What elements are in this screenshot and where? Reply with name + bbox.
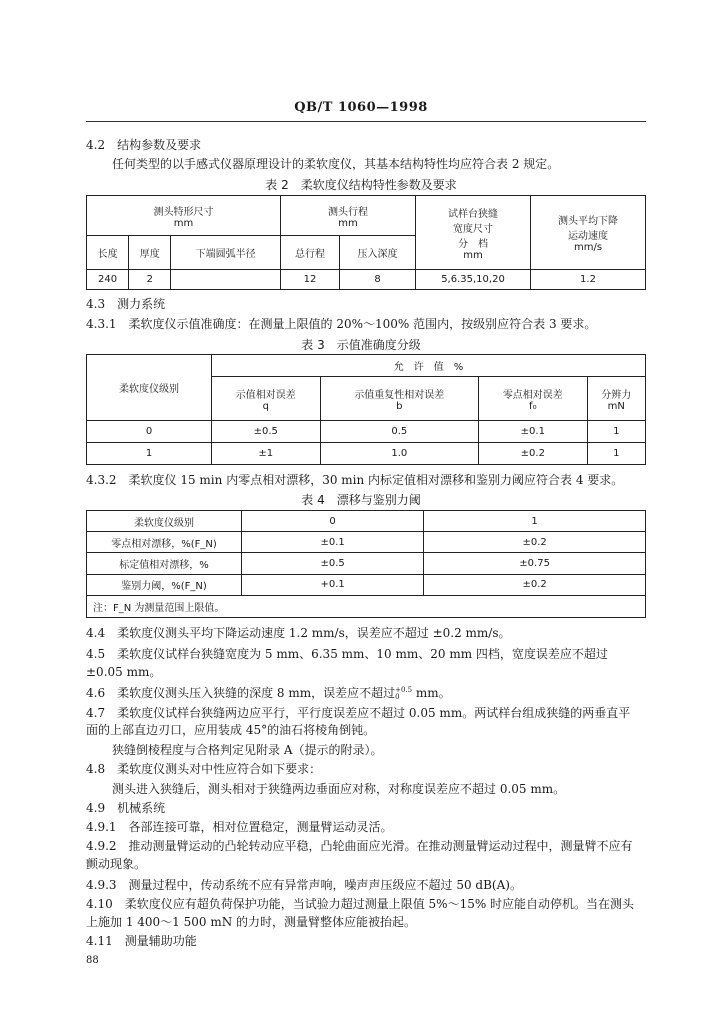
t2-val-length: 240 (87, 270, 129, 290)
t4-row2-v0: +0.1 (242, 574, 424, 595)
t3-head-f0: 零点相对误差 f₀ (479, 377, 588, 421)
t3-row0-b: 0.5 (320, 421, 479, 443)
section-4-7-line1: 4.7 柔软度仪试样台狭缝两边应平行，平行度误差应不超过 0.05 mm。两试样台组成狭缝的两垂直平 (86, 706, 631, 720)
t3-row1-b: 1.0 (320, 443, 479, 465)
section-4-10-line2: 上施加 1 400～1 500 mN 的力时，测量臂整体应能被抬起。 (86, 915, 417, 929)
section-4-10-line1: 4.10 柔软度仪应有超负荷保护功能，当试验力超过测量上限值 5%～15% 时应能自动停机。当在测头 (86, 897, 635, 911)
t4-row1-label: 标定值相对漂移，% (87, 553, 242, 574)
table-4-caption: 表 4 漂移与鉴别力阈 (301, 493, 421, 507)
t2-head-speed: 测头平均下降 运动速度 mm/s (531, 196, 646, 270)
t2-col-total-travel: 总行程 (281, 236, 340, 270)
section-4-11-heading: 4.11 测量辅助功能 (86, 934, 197, 948)
table-2 (86, 195, 646, 290)
section-4-8: 4.8 柔软度仪测头对中性应符合如下要求： (86, 762, 322, 776)
t3-row1-q: ±1 (212, 443, 321, 465)
section-4-3-2: 4.3.2 柔软度仪 15 min 内零点相对漂移，30 min 内标定值相对漂移和鉴别力阈应符合表 4 要求。 (86, 473, 624, 487)
section-4-7-line3: 狭缝倒棱程度与合格判定见附录 A（提示的附录）。 (112, 743, 383, 757)
t2-col-thickness: 厚度 (129, 236, 171, 270)
section-4-5-line2: ±0.05 mm。 (86, 665, 162, 679)
tolerance-superscript: +0.5 0 (395, 685, 413, 701)
t2-head-probe: 测头特形尺寸 mm (87, 196, 281, 236)
header-rule (86, 121, 646, 122)
section-4-2-paragraph: 任何类型的以手感式仪器原理设计的柔软度仪，其基本结构特性均应符合表 2 规定。 (112, 157, 560, 171)
section-4-9-heading: 4.9 机械系统 (86, 801, 166, 815)
section-4-6: 4.6 柔软度仪测头压入狭缝的深度 8 mm，误差应不超过 +0.5 0 mm。 (86, 685, 451, 701)
t3-head-q: 示值相对误差 q (212, 377, 321, 421)
t4-row0-label: 零点相对漂移，%(F_N) (87, 532, 242, 553)
t3-row0-q: ±0.5 (212, 421, 321, 443)
section-4-3-heading: 4.3 测力系统 (86, 297, 166, 311)
section-4-4: 4.4 柔软度仪测头平均下降运动速度 1.2 mm/s，误差应不超过 ±0.2 mm/s。 (86, 626, 511, 640)
t3-row1-res: 1 (587, 443, 645, 465)
t4-head-grade-0: 0 (242, 511, 424, 532)
section-4-9-2-line1: 4.9.2 推动测量臂运动的凸轮转动应平稳，凸轮曲面应光滑。在推动测量臂运动过程中，测量臂不应有 (86, 839, 633, 853)
t4-row0-v1: ±0.2 (424, 532, 646, 553)
section-4-5-line1: 4.5 柔软度仪试样台狭缝宽度为 5 mm、6.35 mm、10 mm、20 mm 四档，宽度误差应不超过 (86, 647, 608, 661)
table-4 (86, 510, 646, 618)
table-3-caption: 表 3 示值准确度分级 (301, 338, 421, 352)
t2-col-radius: 下端圆弧半径 (171, 236, 281, 270)
t2-val-depth: 8 (340, 270, 416, 290)
t2-head-slit: 试样台狭缝 宽度尺寸 分 档 mm (416, 196, 531, 270)
t3-head-b: 示值重复性相对误差 b (320, 377, 479, 421)
section-4-9-1: 4.9.1 各部连接可靠，相对位置稳定，测量臂运动灵活。 (86, 820, 393, 834)
t4-note: 注：F_N 为测量范围上限值。 (87, 595, 646, 617)
t2-val-slit: 5,6.35,10,20 (416, 270, 531, 290)
t4-row1-v1: ±0.75 (424, 553, 646, 574)
t2-val-radius (171, 270, 281, 290)
t2-col-length: 长度 (87, 236, 129, 270)
t3-row0-grade: 0 (87, 421, 212, 443)
t3-row0-res: 1 (587, 421, 645, 443)
t4-head-grade-1: 1 (424, 511, 646, 532)
t3-row1-grade: 1 (87, 443, 212, 465)
section-4-8-paragraph: 测头进入狭缝后，测头相对于狭缝两边垂面应对称，对称度误差应不超过 0.05 mm。 (112, 782, 566, 796)
table-2-caption: 表 2 柔软度仪结构特性参数及要求 (265, 178, 457, 192)
t2-head-travel: 测头行程 mm (281, 196, 416, 236)
t4-row2-label: 鉴别力阈，%(F_N) (87, 574, 242, 595)
page-number: 88 (86, 955, 99, 966)
section-4-3-1: 4.3.1 柔软度仪示值准确度：在测量上限值的 20%～100% 范围内，按级别应符合表 3 要求。 (86, 317, 597, 331)
section-4-2-heading: 4.2 结构参数及要求 (86, 138, 202, 152)
t2-val-thickness: 2 (129, 270, 171, 290)
section-4-9-2-line2: 颤动现象。 (86, 857, 147, 871)
table-3 (86, 354, 646, 465)
t4-row2-v1: ±0.2 (424, 574, 646, 595)
running-header: QB/T 1060—1998 (294, 100, 428, 115)
section-4-9-3: 4.9.3 测量过程中，传动系统不应有异常声响，噪声声压级应不超过 50 dB(A)。 (86, 878, 522, 892)
t2-val-speed: 1.2 (531, 270, 646, 290)
t3-head-resolution: 分辨力 mN (587, 377, 645, 421)
t4-row0-v0: ±0.1 (242, 532, 424, 553)
t3-row0-f0: ±0.1 (479, 421, 588, 443)
t2-col-depth: 压入深度 (340, 236, 416, 270)
section-4-7-line2: 面的上部直边刃口，应用装成 45°的油石将棱角倒钝。 (86, 723, 376, 737)
t2-val-total-travel: 12 (281, 270, 340, 290)
t4-head-grade: 柔软度仪级别 (87, 511, 242, 532)
t3-head-grade: 柔软度仪级别 (87, 355, 212, 421)
t3-head-allowed: 允 许 值 % (212, 355, 646, 377)
t4-row1-v0: ±0.5 (242, 553, 424, 574)
t3-row1-f0: ±0.2 (479, 443, 588, 465)
